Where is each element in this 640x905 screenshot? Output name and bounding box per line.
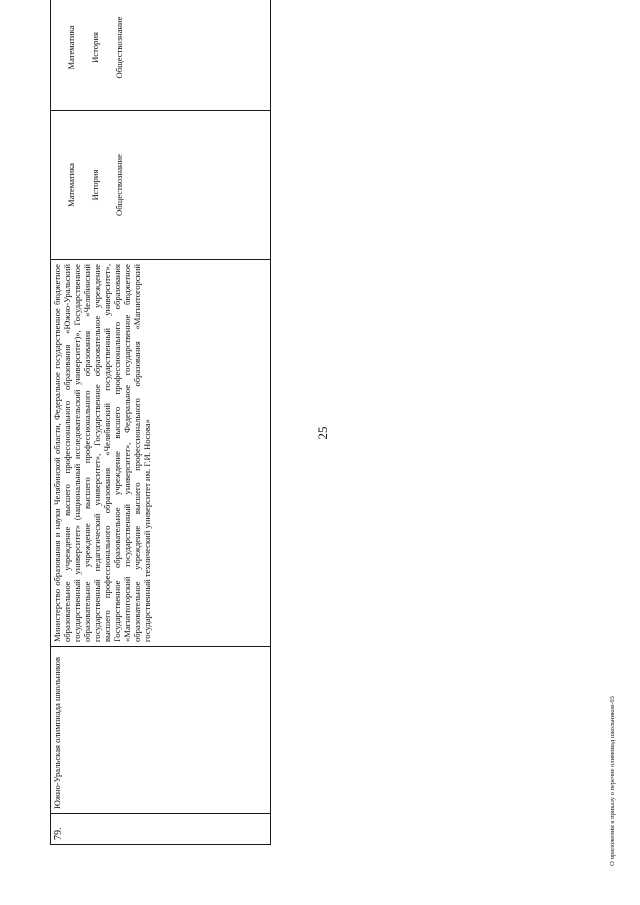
olympiad-name: Южно-Уральская олимпиада школьников [52, 656, 62, 809]
olympiad-table-rotated [50, 16, 271, 845]
row-number: 79. [53, 827, 64, 840]
subject-3: Обществознание [113, 154, 124, 216]
profiles-cell [51, 0, 271, 111]
olympiad-table-wrapper [50, 16, 271, 845]
organizers-text: Министерство образования и науки Челябинской области, Федеральное государственное бюджетное образовательное учреждение высшего профессионального образования «Южно-Уральский государственный университет» (национальный исследовательский университет)», Государственное образовательное учреждение высшего профессионального образования «Челябинский государственный педагогический университет», Государственное образовательное учреждение высшего профессионального образования «Челябинский государственный университет», Государственное образовательное учреждение высшего профессионального образования «Магнитогорский государственный университет», Федеральное государственное бюджетное образовательное учреждение высшего профессионального образования «Магнитогорский государственный технический университет им. Г.И. Носова» [52, 264, 152, 642]
footer-note: О приложении к приказу о перечне олимпиад школьников-03 [609, 696, 616, 866]
profile-2: История [89, 32, 100, 63]
page-number: 25 [315, 426, 330, 440]
subjects-cell [51, 111, 271, 260]
subject-1: Математика [66, 163, 76, 207]
table-row [51, 0, 271, 845]
olympiad-name-cell [51, 647, 271, 814]
olympiad-table [50, 0, 271, 845]
subject-2: История [89, 169, 100, 201]
profile-3: Обществознание [113, 16, 124, 79]
organizers-cell [51, 260, 271, 647]
profile-1: Математика [66, 25, 76, 70]
row-number-cell [51, 814, 271, 845]
